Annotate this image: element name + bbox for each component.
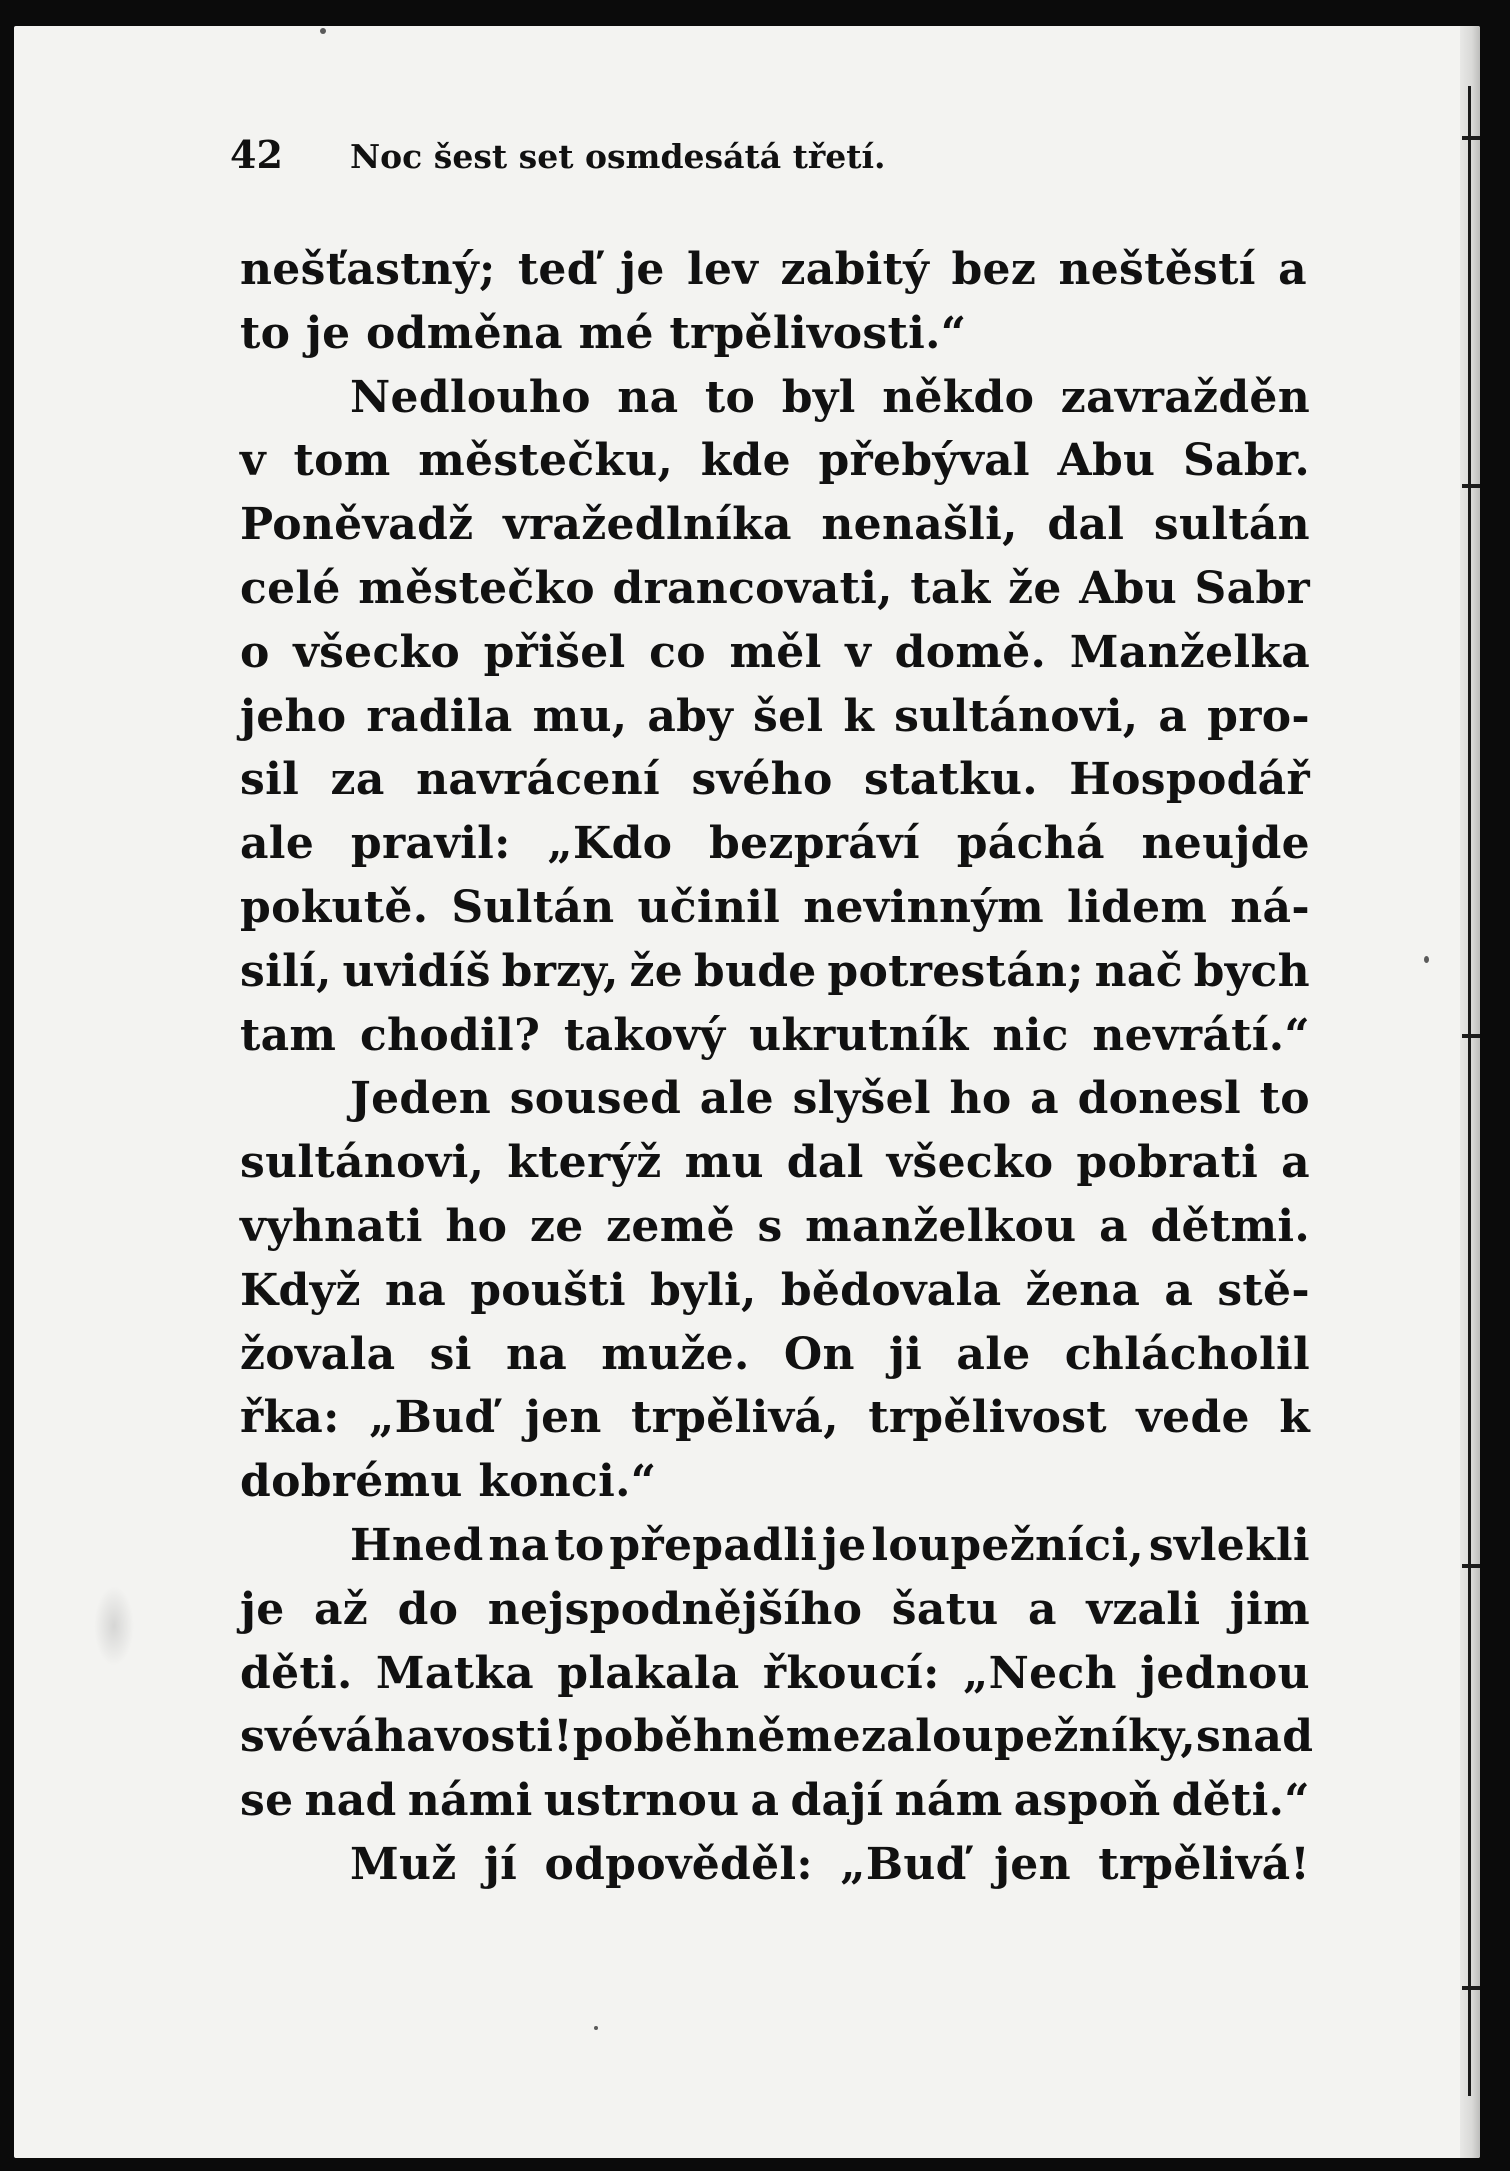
text-line: ale pravil: „Kdo bezpráví páchá neujde bbox=[240, 818, 1310, 869]
text-line: jeho radila mu, aby šel k sultánovi, a pro- bbox=[240, 691, 1310, 742]
book-page bbox=[14, 26, 1480, 2158]
text-line: řka: „Buď jen trpělivá, trpělivost vede k bbox=[240, 1392, 1310, 1443]
running-title: Noc šest set osmdesátá třetí. bbox=[350, 137, 886, 176]
text-line: Nedlouho na to byl někdo zavražděn bbox=[350, 372, 1310, 423]
running-header bbox=[230, 130, 1330, 180]
text-line: Hned na to přepadli je loupežníci, svlekli bbox=[350, 1520, 1310, 1571]
text-line: Když na poušti byli, bědovala žena a stě- bbox=[240, 1265, 1310, 1316]
text-line: Jeden soused ale slyšel ho a donesl to bbox=[350, 1073, 1310, 1124]
text-line: děti. Matka plakala řkoucí: „Nech jednou bbox=[240, 1648, 1310, 1699]
text-line: se nad námi ustrnou a dají nám aspoň děti.“ bbox=[240, 1775, 1310, 1826]
text-line: celé městečko drancovati, tak že Abu Sabr bbox=[240, 563, 1310, 614]
text-line: žovala si na muže. On ji ale chlácholil bbox=[240, 1329, 1310, 1380]
page-text bbox=[14, 26, 1480, 2158]
text-line: sultánovi, kterýž mu dal všecko pobrati a bbox=[240, 1137, 1310, 1188]
text-line: Muž jí odpověděl: „Buď jen trpělivá! bbox=[350, 1839, 1310, 1890]
text-line: pokutě. Sultán učinil nevinným lidem ná- bbox=[240, 882, 1310, 933]
text-line: vyhnati ho ze země s manželkou a dětmi. bbox=[240, 1201, 1310, 1252]
text-line: Poněvadž vražedlníka nenašli, dal sultán bbox=[240, 499, 1310, 550]
text-line: sil za navrácení svého statku. Hospodář bbox=[240, 754, 1310, 805]
text-line: tam chodil? takový ukrutník nic nevrátí.“ bbox=[240, 1010, 1310, 1061]
text-line: své váhavosti! poběhněme za loupežníky, snad bbox=[240, 1711, 1314, 1762]
text-line: nešťastný; teď je lev zabitý bez neštěstí a bbox=[240, 244, 1307, 295]
text-line: to je odměna mé trpělivosti.“ bbox=[240, 308, 967, 359]
text-line: dobrému konci.“ bbox=[240, 1456, 657, 1507]
text-line: v tom městečku, kde přebýval Abu Sabr. bbox=[240, 435, 1310, 486]
text-line: je až do nejspodnějšího šatu a vzali jim bbox=[240, 1584, 1310, 1635]
text-line: o všecko přišel co měl v domě. Manželka bbox=[240, 627, 1310, 678]
page-number: 42 bbox=[230, 132, 283, 177]
text-line: silí, uvidíš brzy, že bude potrestán; nač bych bbox=[240, 946, 1310, 997]
